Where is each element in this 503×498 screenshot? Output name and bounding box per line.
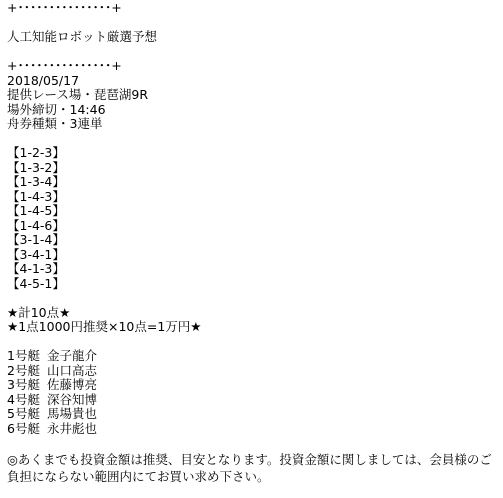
racer-name: 佐藤博亮 xyxy=(47,377,98,392)
bet-item: 【1-2-3】 xyxy=(7,145,65,160)
bet-item: 【1-4-6】 xyxy=(7,217,65,233)
boat-number: 1号艇 xyxy=(7,348,40,363)
boat-number: 4号艇 xyxy=(7,391,40,407)
race-date: 2018/05/17 xyxy=(7,72,80,88)
bet-item: 【1-3-4】 xyxy=(7,174,65,189)
boat-number: 6号艇 xyxy=(7,420,40,436)
boat-row xyxy=(7,407,497,422)
spacer xyxy=(7,45,497,60)
boat-list xyxy=(7,349,497,436)
racer-name: 馬場貴也 xyxy=(47,406,98,421)
boat-row xyxy=(7,393,497,408)
bet-item: 【1-4-5】 xyxy=(7,203,65,218)
boat-row xyxy=(7,364,497,379)
ticket-type: 舟券種類・3連単 xyxy=(7,116,103,131)
boat-number: 3号艇 xyxy=(7,377,40,392)
bet-item: 【4-5-1】 xyxy=(7,275,65,291)
boat-row xyxy=(7,349,497,364)
bet-item: 【1-4-3】 xyxy=(7,188,65,204)
spacer xyxy=(7,291,497,306)
racer-name: 永井彪也 xyxy=(47,420,98,436)
race-deadline: 場外締切・14:46 xyxy=(7,101,106,117)
investment-note: ◎あくまでも投資金額は推奨、目安となります。投資金額に関しましては、会員様のご負担にならない範囲内にてお買い求め下さい。 xyxy=(7,451,492,484)
bet-list xyxy=(7,146,497,291)
racer-name: 深谷知博 xyxy=(47,391,98,407)
bet-item: 【1-3-2】 xyxy=(7,159,65,175)
racer-name: 金子龍介 xyxy=(47,348,98,363)
bet-total: ★計10点★ xyxy=(7,304,71,320)
boat-number: 5号艇 xyxy=(7,406,40,421)
message-body xyxy=(7,1,497,485)
bet-item: 【4-1-3】 xyxy=(7,261,65,276)
race-venue: 提供レース場・琵琶湖9R xyxy=(7,87,149,102)
boat-row xyxy=(7,422,497,437)
spacer xyxy=(7,16,497,31)
racer-name: 山口高志 xyxy=(47,362,98,378)
separator-mid: +･･･････････････+ xyxy=(7,58,122,73)
separator-top: +･･･････････････+ xyxy=(7,0,122,15)
bet-stake: ★1点1000円推奨×10点=1万円★ xyxy=(7,319,202,334)
bet-item: 【3-1-4】 xyxy=(7,232,65,247)
boat-row xyxy=(7,378,497,393)
message-title: 人工知能ロボット厳選予想 xyxy=(7,29,158,44)
boat-number: 2号艇 xyxy=(7,362,40,378)
spacer xyxy=(7,436,497,451)
spacer xyxy=(7,132,497,147)
spacer xyxy=(7,335,497,350)
bet-item: 【3-4-1】 xyxy=(7,246,65,262)
